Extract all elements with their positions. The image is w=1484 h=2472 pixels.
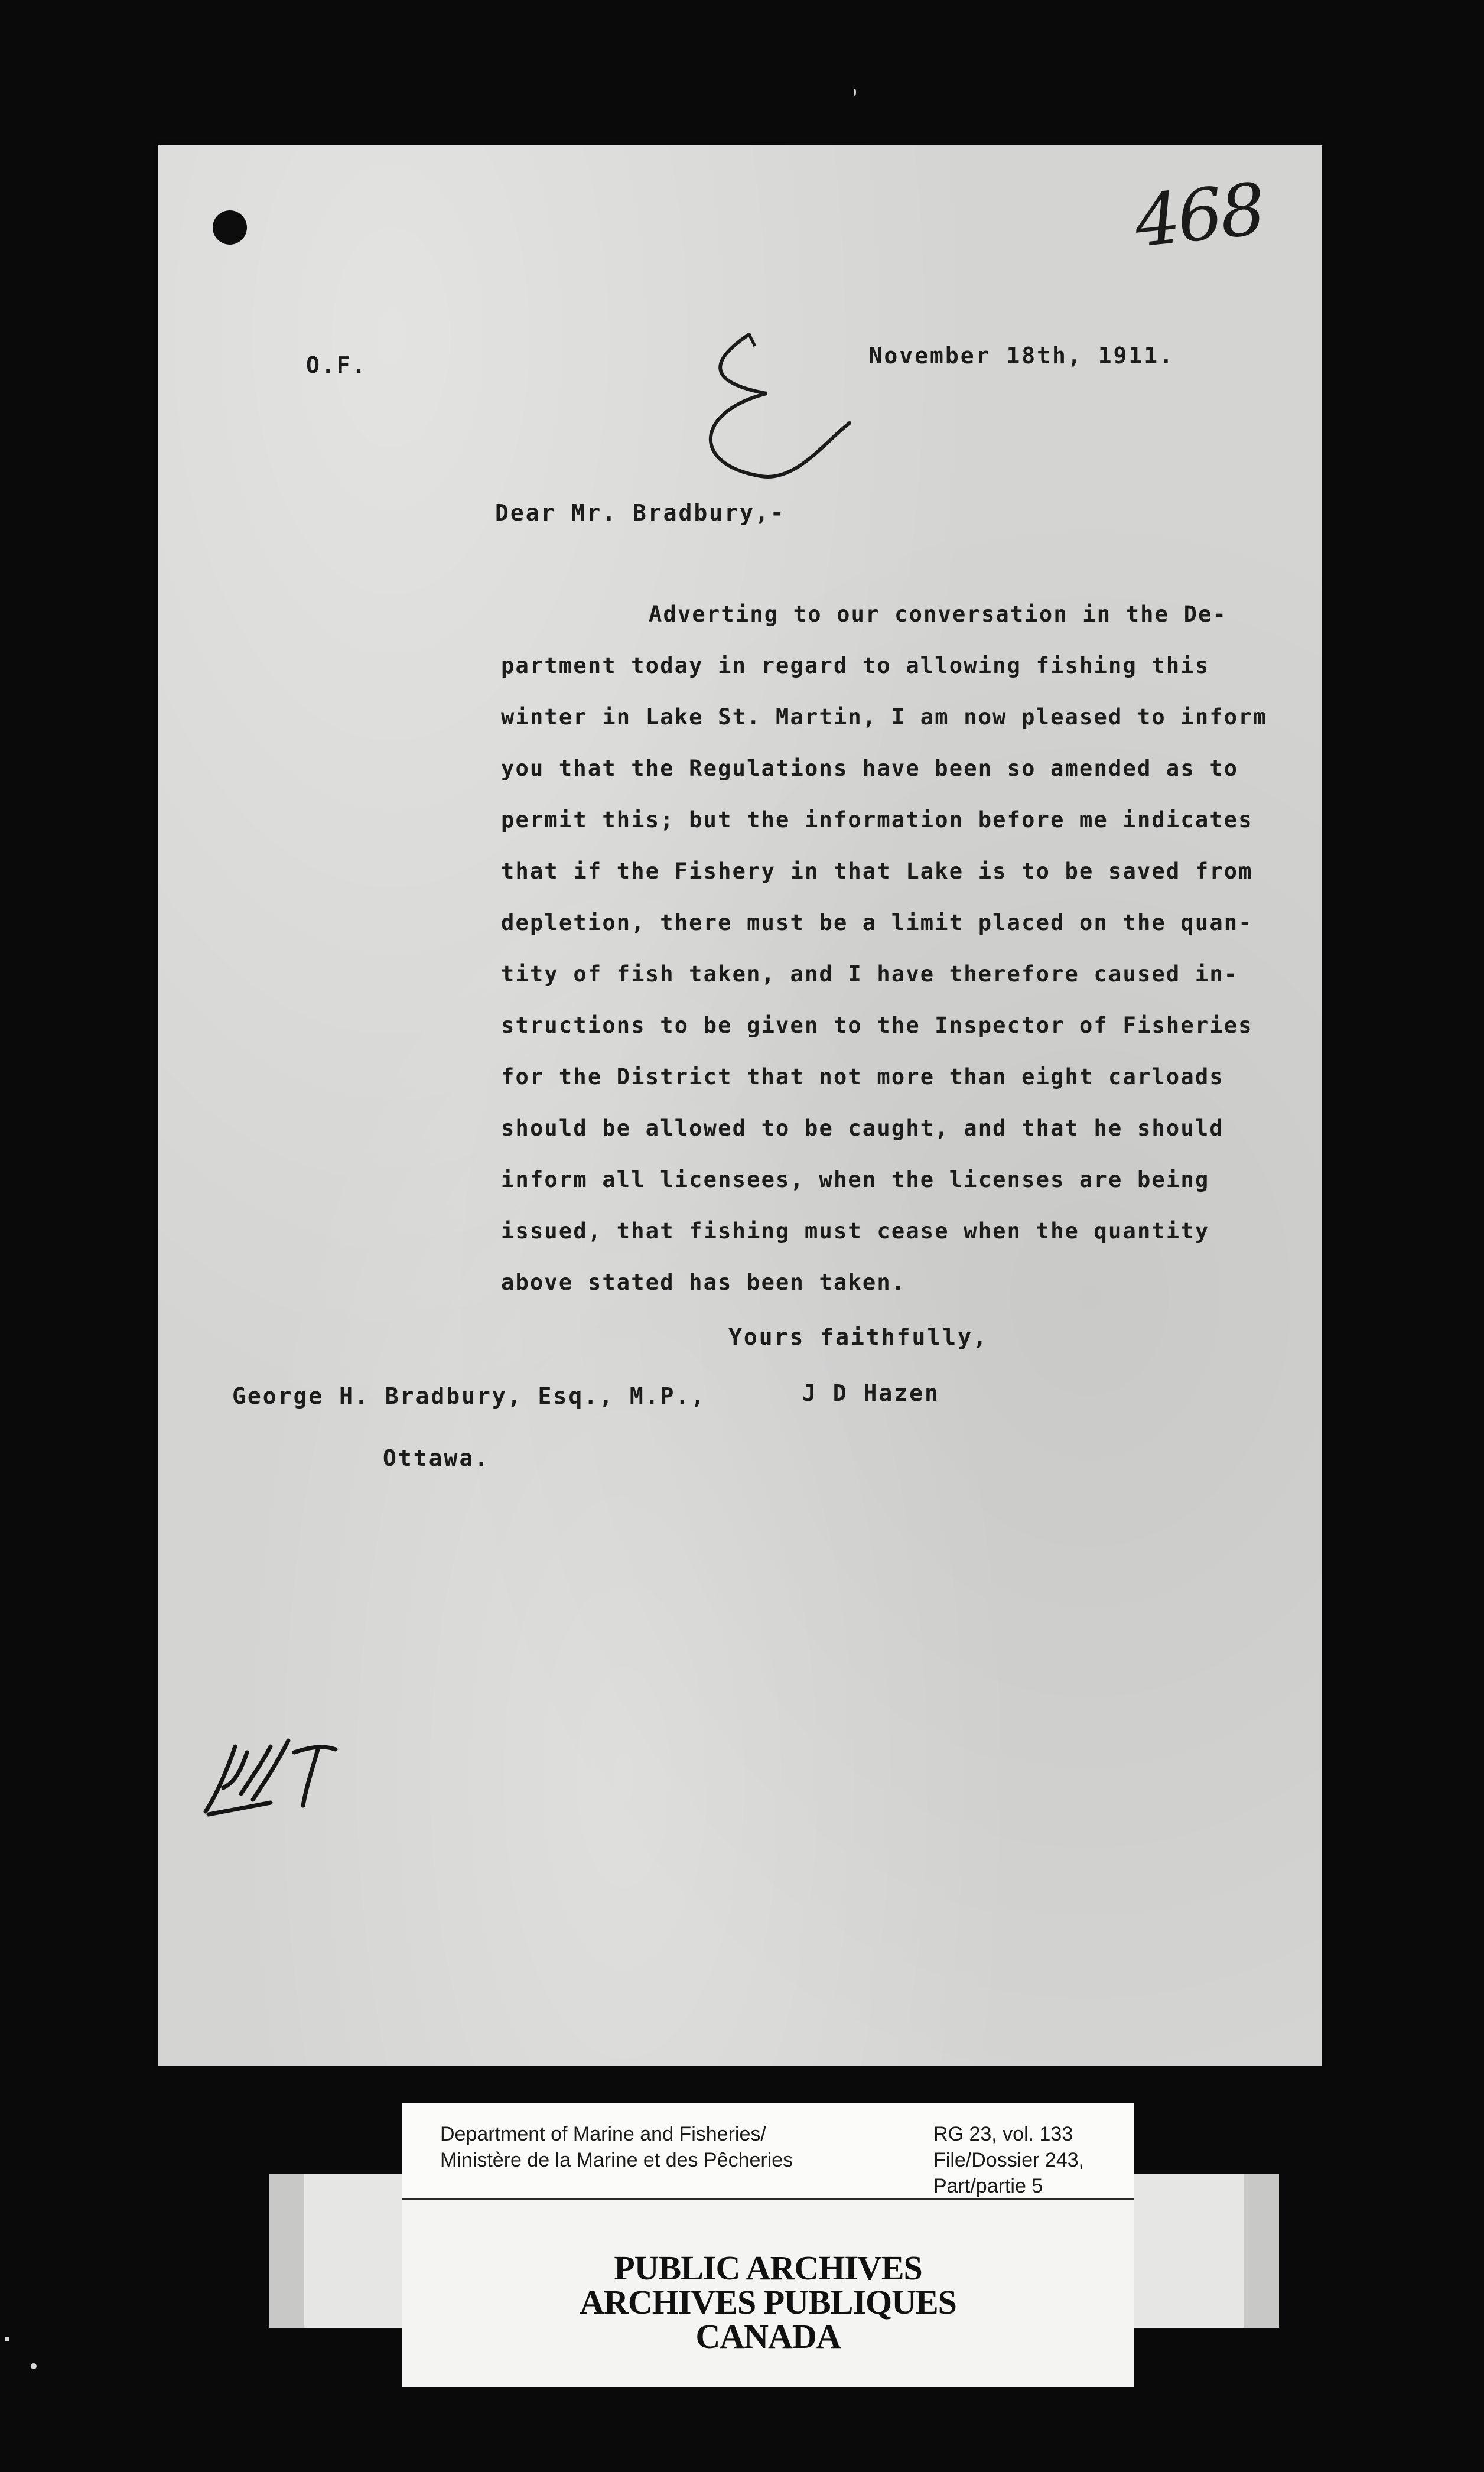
department-name (440, 2121, 793, 2173)
signature: J D Hazen (802, 1380, 940, 1406)
body-line: tity of fish taken, and I have therefore caused in- (501, 961, 1239, 987)
folio-number: 468 (1131, 168, 1267, 264)
scan-speck (31, 2363, 37, 2369)
stamp-line: PUBLIC ARCHIVES (614, 2249, 922, 2287)
addressee-city: Ottawa. (383, 1445, 490, 1471)
body-line: inform all licensees, when the licenses are being (501, 1167, 1210, 1192)
body-line: for the District that not more than eight carloads (501, 1064, 1224, 1089)
archive-reference (933, 2121, 1084, 2199)
body-line: Adverting to our conversation in the De- (649, 601, 1228, 627)
closing: Yours faithfully, (728, 1324, 988, 1350)
handwritten-initials-icon (200, 1729, 347, 1817)
body-line: above stated has been taken. (501, 1270, 906, 1295)
body-line: should be allowed to be caught, and that he should (501, 1115, 1224, 1141)
file-number: File/Dossier 243, (933, 2149, 1085, 2171)
salutation: Dear Mr. Bradbury,- (495, 500, 786, 526)
department-en: Department of Marine and Fisheries/ (440, 2123, 766, 2145)
body-line: permit this; but the information before me indicates (501, 807, 1253, 832)
stamp-line: ARCHIVES PUBLIQUES (580, 2283, 956, 2321)
body-line: depletion, there must be a limit placed on the quan- (501, 910, 1253, 935)
record-group: RG 23, vol. 133 (933, 2123, 1073, 2145)
body-line: issued, that fishing must cease when the quantity (501, 1218, 1210, 1244)
addressee: George H. Bradbury, Esq., M.P., (232, 1383, 707, 1409)
body-line: that if the Fishery in that Lake is to be saved from (501, 858, 1253, 884)
letter-body (501, 588, 1328, 1308)
punch-hole (213, 210, 247, 245)
file-reference: O.F. (306, 352, 367, 378)
archive-label-header (402, 2103, 1134, 2200)
letter-page (158, 145, 1322, 2066)
scan-speck (854, 89, 856, 96)
body-line: structions to be given to the Inspector of Fisheries (501, 1013, 1253, 1038)
letter-date: November 18th, 1911. (868, 343, 1174, 369)
scan-speck (5, 2337, 9, 2341)
handwritten-mark-icon (678, 323, 855, 512)
body-line: you that the Regulations have been so amended as to (501, 756, 1239, 781)
body-line: partment today in regard to allowing fishing this (501, 653, 1210, 678)
body-line: winter in Lake St. Martin, I am now pleased to inform (501, 704, 1268, 730)
part-number: Part/partie 5 (933, 2175, 1043, 2197)
archives-stamp (402, 2251, 1134, 2354)
stamp-line: CANADA (695, 2317, 841, 2356)
department-fr: Ministère de la Marine et des Pêcheries (440, 2149, 793, 2171)
